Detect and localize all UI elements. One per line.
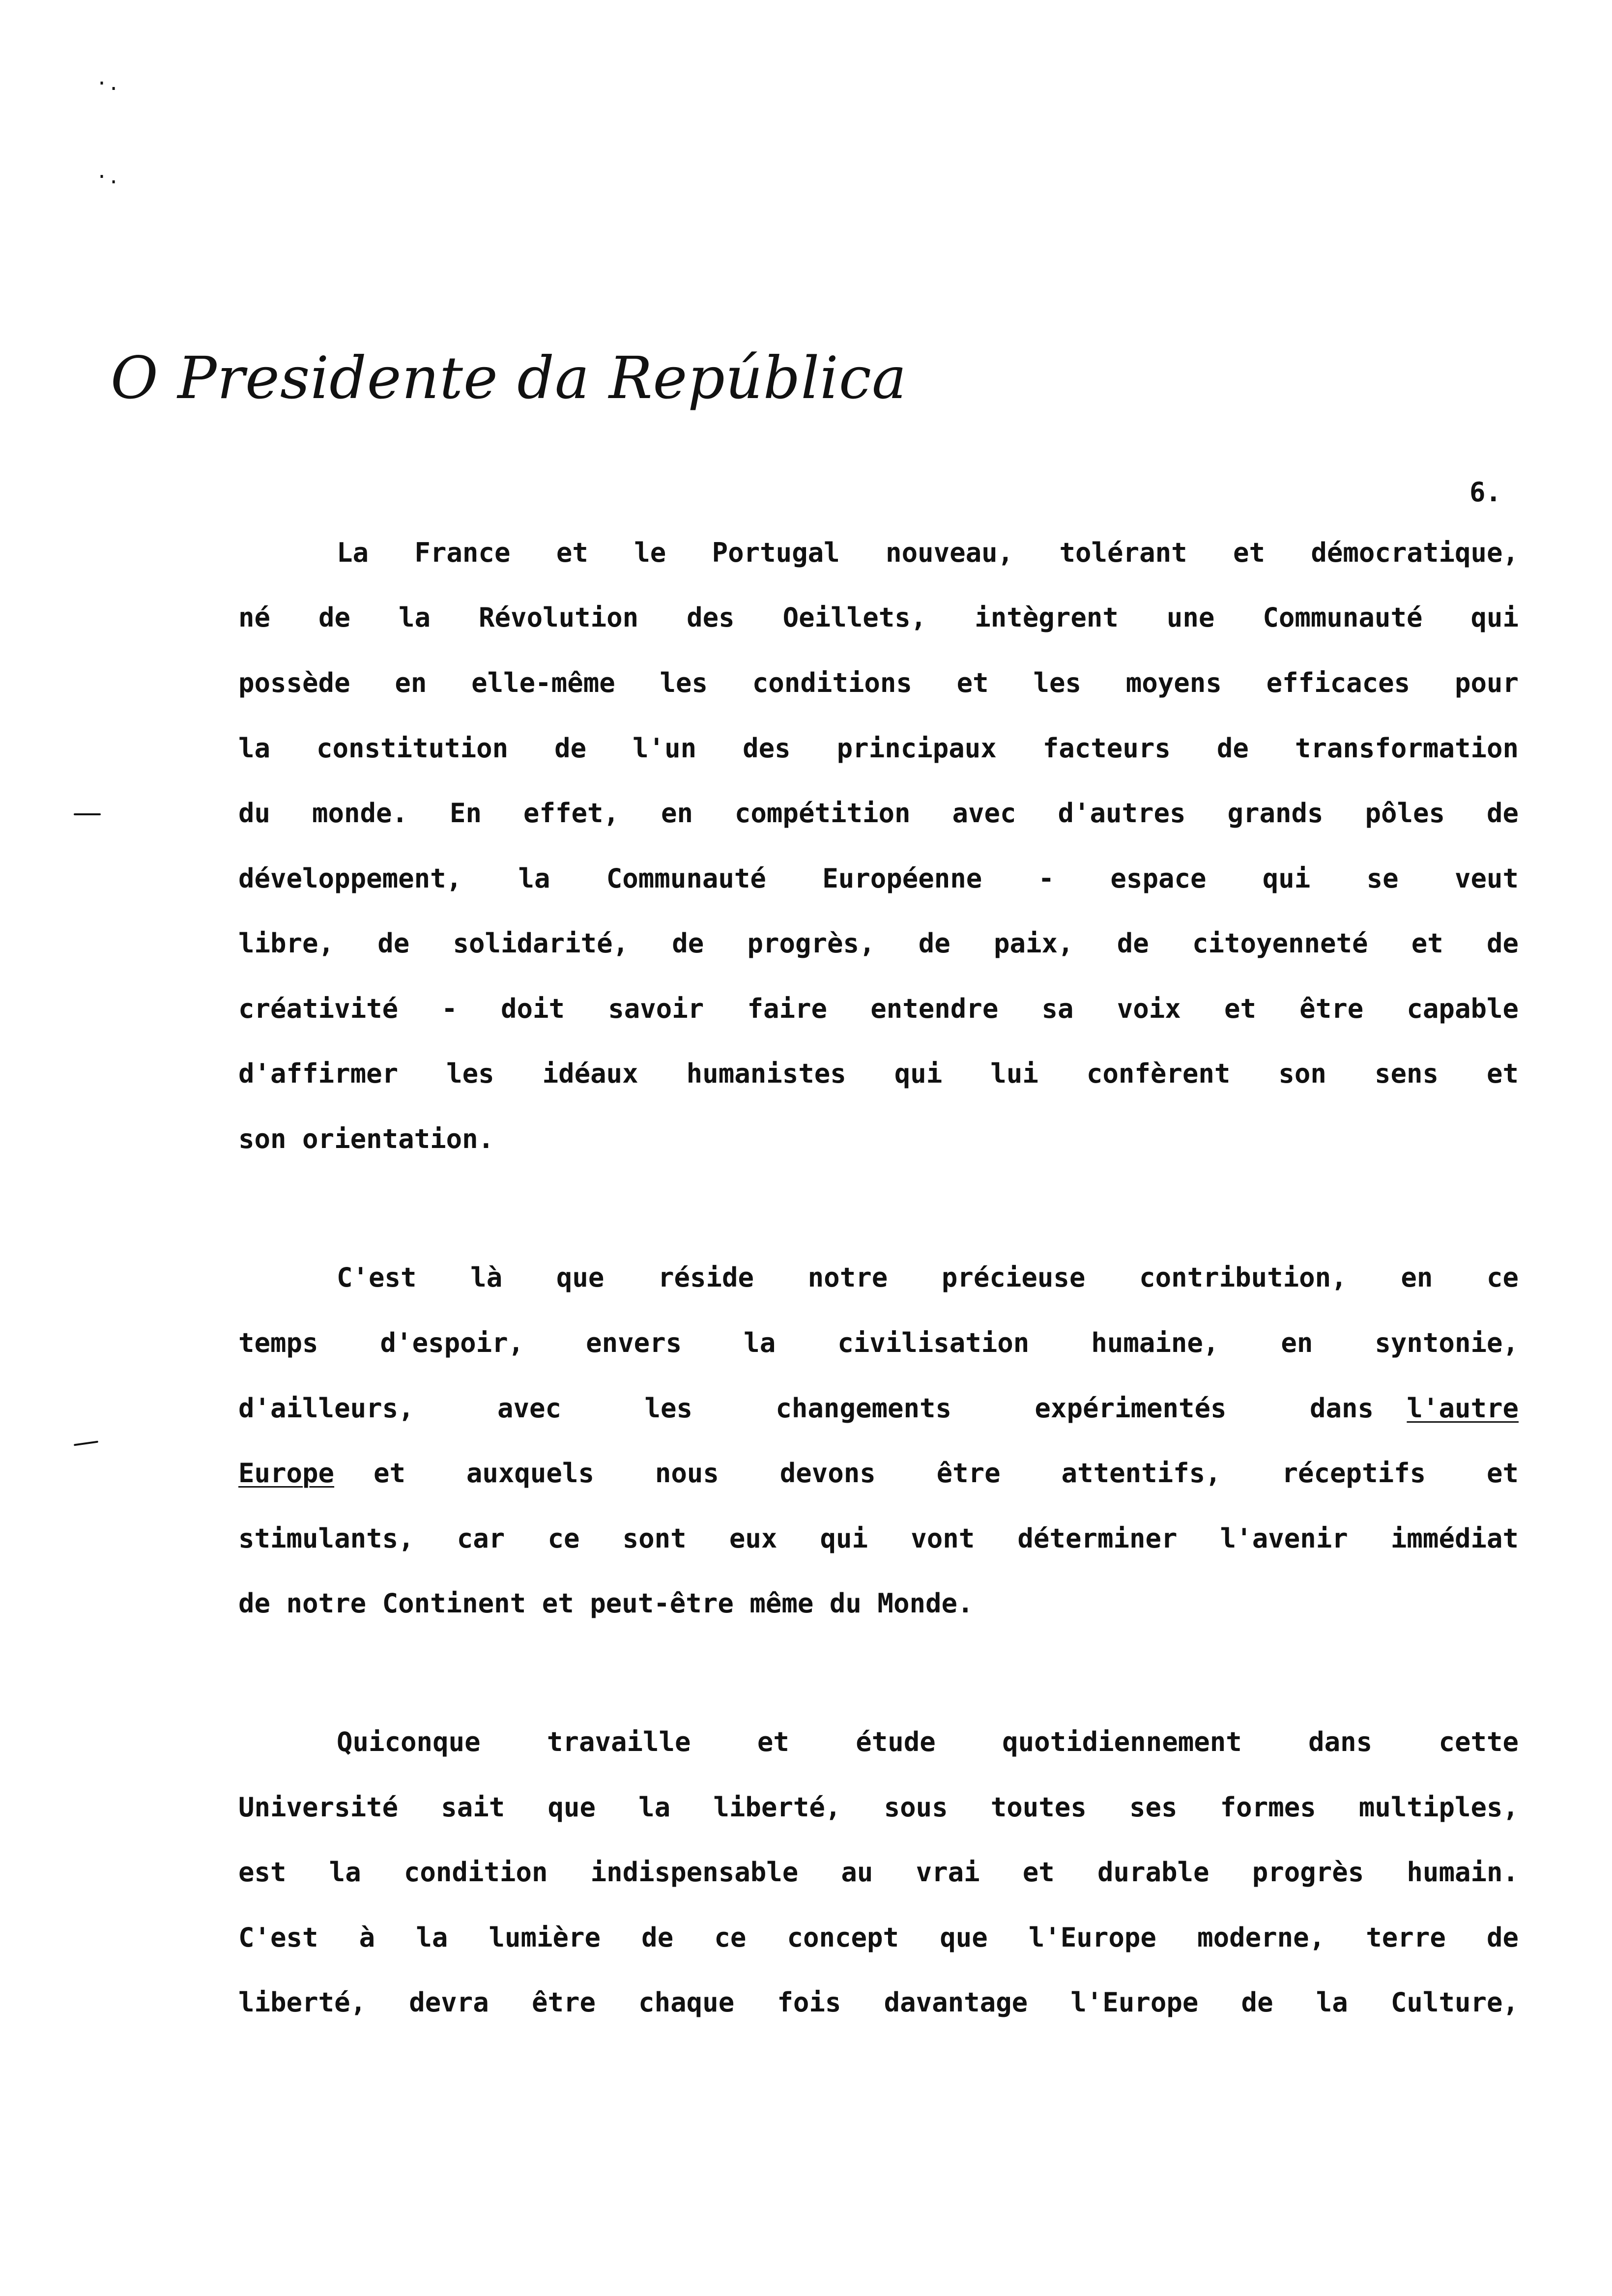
- scan-speck: ·.: [96, 72, 120, 95]
- paragraph-2-line-6: de notre Continent et peut-être même du Monde.: [238, 1588, 974, 1619]
- paragraph-3-line-2: Université sait que la liberté, sous toutes ses formes multiples,: [238, 1792, 1519, 1823]
- margin-mark: [74, 1441, 98, 1446]
- paragraph-1-line-4: la constitution de l'un des principaux facteurs de transformation: [238, 733, 1519, 764]
- paragraph-2-line-1: C'est là que réside notre précieuse contribution, en ce: [337, 1262, 1519, 1293]
- paragraph-1-line-2: né de la Révolution des Oeillets, intègrent une Communauté qui: [238, 602, 1519, 633]
- letterhead-title: O Presidente da República: [111, 344, 907, 412]
- paragraph-2-line-3: d'ailleurs, avec les changements expérimentés dans: [238, 1393, 1374, 1424]
- paragraph-2-line-4: et auxquels nous devons être attentifs, réceptifs et: [374, 1458, 1519, 1489]
- paragraph-3-line-4: C'est à la lumière de ce concept que l'Europe moderne, terre de: [238, 1922, 1519, 1953]
- paragraph-1-line-10: son orientation.: [238, 1123, 494, 1154]
- paragraph-3-line-1: Quiconque travaille et étude quotidiennement dans cette: [337, 1726, 1519, 1757]
- paragraph-2-line-2: temps d'espoir, envers la civilisation humaine, en syntonie,: [238, 1327, 1519, 1358]
- paragraph-1-line-8: créativité - doit savoir faire entendre sa voix et être capable: [238, 993, 1519, 1024]
- paragraph-1-line-3: possède en elle-même les conditions et les moyens efficaces pour: [238, 667, 1519, 698]
- margin-mark: [74, 813, 101, 815]
- paragraph-1-line-5: du monde. En effet, en compétition avec d'autres grands pôles de: [238, 798, 1519, 829]
- paragraph-3-line-5: liberté, devra être chaque fois davantage l'Europe de la Culture,: [238, 1987, 1519, 2018]
- paragraph-1-line-9: d'affirmer les idéaux humanistes qui lui confèrent son sens et: [238, 1058, 1519, 1089]
- underlined-text-l-autre: l'autre: [1407, 1393, 1519, 1424]
- paragraph-2-line-5: stimulants, car ce sont eux qui vont déterminer l'avenir immédiat: [238, 1523, 1519, 1554]
- paragraph-1-line-1: La France et le Portugal nouveau, tolérant et démocratique,: [337, 537, 1519, 568]
- underlined-text-europe: Europe: [238, 1458, 335, 1489]
- scan-speck: ·.: [96, 166, 120, 188]
- paragraph-3-line-3: est la condition indispensable au vrai et durable progrès humain.: [238, 1857, 1519, 1888]
- paragraph-1-line-7: libre, de solidarité, de progrès, de paix, de citoyenneté et de: [238, 928, 1519, 959]
- paragraph-1-line-6: développement, la Communauté Européenne - espace qui se veut: [238, 863, 1519, 894]
- page-number: 6.: [1469, 477, 1502, 508]
